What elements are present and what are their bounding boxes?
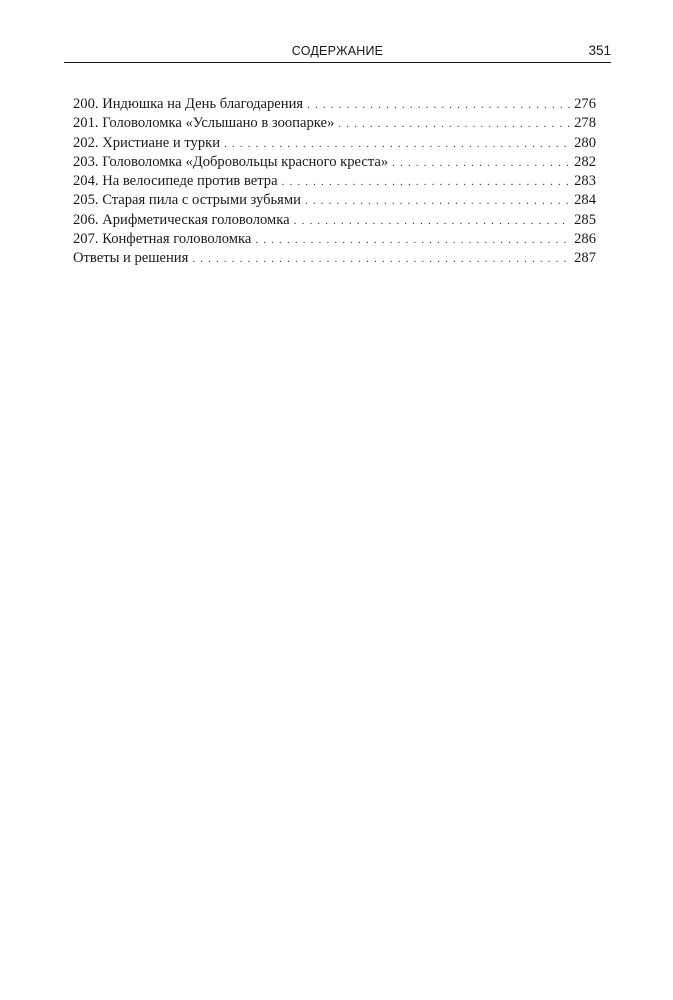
- dot-leader: [224, 135, 570, 154]
- toc-entry-title: 200. Индюшка на День благодарения: [73, 96, 304, 112]
- toc-entry-page: 283: [574, 173, 596, 190]
- toc-entry-title: Ответы и решения: [73, 250, 189, 267]
- dot-leader: [307, 96, 570, 115]
- toc-entry-page: 284: [574, 192, 596, 209]
- toc-entry-title: 206. Арифметическая головоломка: [73, 211, 290, 228]
- toc-entry-title: 203. Головоломка «Добровольцы красного креста»: [73, 153, 389, 170]
- toc-entry-page: 286: [574, 231, 596, 248]
- toc-entry-page: 282: [574, 153, 596, 170]
- toc-entry-page: 278: [574, 115, 596, 132]
- toc-entry-page: 280: [574, 134, 596, 151]
- toc-entry: [73, 95, 596, 114]
- dot-leader: [255, 231, 570, 250]
- toc-entry-title: 204. На велосипеде против ветра: [73, 173, 278, 190]
- dot-leader: [305, 192, 570, 211]
- toc-entry-page: 287: [574, 250, 596, 267]
- dot-leader: [294, 212, 570, 231]
- dot-leader: [192, 250, 570, 269]
- toc-entry-page: 276: [574, 96, 596, 112]
- toc-entry: [73, 230, 596, 249]
- page-number: 351: [588, 43, 611, 58]
- toc-entry: [73, 114, 596, 133]
- toc-entry: [73, 211, 596, 230]
- toc-entry: [73, 249, 596, 268]
- table-of-contents: [73, 95, 596, 269]
- toc-entry: [73, 172, 596, 191]
- toc-entry-page: 285: [574, 211, 596, 228]
- toc-entry: [73, 134, 596, 153]
- toc-entry: [73, 153, 596, 172]
- toc-entry-title: 207. Конфетная головоломка: [73, 231, 252, 248]
- running-header-title: СОДЕРЖАНИЕ: [291, 44, 384, 58]
- toc-entry-title: 201. Головоломка «Услышано в зоопарке»: [73, 115, 335, 132]
- dot-leader: [338, 115, 570, 134]
- dot-leader: [282, 173, 571, 192]
- toc-entry-title: 205. Старая пила с острыми зубьями: [73, 192, 301, 209]
- running-header: [64, 42, 611, 63]
- toc-entry: [73, 191, 596, 210]
- toc-entry-title: 202. Христиане и турки: [73, 134, 221, 151]
- dot-leader: [392, 154, 570, 173]
